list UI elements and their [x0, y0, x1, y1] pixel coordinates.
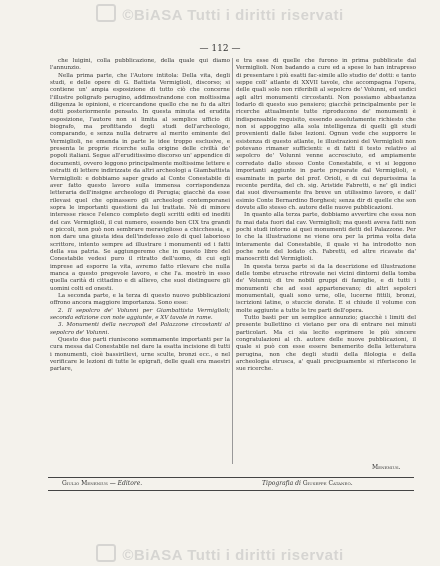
watermark-top — [0, 4, 440, 24]
right-column — [236, 58, 416, 464]
footer-editor: Giulio Menenius — Editore. — [62, 480, 143, 487]
page-number: — 112 — — [199, 44, 241, 54]
watermark-text: ©BiASA Tutti i diritti riservati — [122, 547, 344, 564]
paragraph: In quanto alla terza parte, dobbiamo avvertire che essa non fu mai data fuori dal cav. Vermiglioli; ma questi aveva fatti non pochi studi intorno ai quei monumenti detti del Palazzone. Per lo che la illustrazione ne viene ora per la prima volta data interamente dal Conestabile, il quale vi ha introdotto non poche note del lodato ch. Fabretti, ed altre ricavate da' manoscritti del Vermiglioli. — [236, 212, 416, 263]
paragraph: Tutto basti per un semplice annunzio; giacchè i limiti del presente bullettino ci vietano per ora di entrare nei minuti particolari. Ma ci sia lecito esprimere le più sincere congratulazioni al ch. autore delle nuove pubblicazioni, il quale si può con esse essere benemerito della letteratura perugina, non che degli studii della filologia e della archeologia etrusca, a' quali precipuamente si riferiscono le sue ricerche. — [236, 315, 416, 373]
biasa-logo-icon — [96, 544, 116, 562]
editor-name: Giulio Menenius — [62, 480, 108, 487]
paragraph: 2. Il sepolcro de' Volunni per Giambattista Vermiglioli; seconda edizione con note aggiunte, e XV tavole in rame. — [50, 307, 230, 322]
printer-label: Tipografia di — [262, 480, 301, 487]
paragraph: 3. Monumenti della necropoli del Palazzone circostanti al sepolcro de' Volunni. — [50, 322, 230, 336]
signature: Menenius. — [372, 464, 401, 471]
footer-rule-top — [48, 477, 414, 478]
biasa-logo-icon — [96, 4, 116, 22]
paragraph: In questa terza parte si da la descrizione ed illustrazione delle tombe etrusche ritrovate nei vicini dintorni della tomba de' Volunni; di tre nobili gruppi di famiglie, e di tutti i monumenti che ad essi appartenevano; di altri sepolcri monumentali, quali sono urne, olle, lucerne fittili, bronzi, iscrizioni latine, o stuccie dorate. E si chiude il volume con molte aggiunte a tutte le tre parti dell'opera. — [236, 263, 416, 314]
watermark-bottom — [0, 544, 440, 564]
paragraph: e tra esse di quelle che furono in prima pubblicate dal Vermiglioli. Non badando a cure ed a spese lo han intrapreso di presentare i più esatti fac-simile allo studio de' dotti: e tanto seppe coll' atlante di XXVII tavole, che accompagna l'opera, delle quali solo non riferibili al sepolcro de' Volunni, ed undici agli altri monumenti circostanti. Non possiamo abbastanza lodarlo di questo suo pensiero; giacchè principalmente per le ricerche attualmente tutte riproducono de' monumenti è indispensabile requisito, essendo assolutamente richiesto che non si appoggino alla sola intelligenza di quelli gli studi provenienti dalle false lezioni. Ognun vede che supporre le esistenza di questo atlante, le illustrazioni del Vermiglioli non potevano rimaner sufficienti: e di fatti il testo relativo al sepolcro de' Volunni venne accresciuto, ed ampiamente corredato dallo stesso Conte Conestabile, e vi si leggono importanti aggiunte in parte preparate dal Vermiglioli, e esaminate in parte del prof. Orioli, e di cui depurissima la recente perdita, del ch. sig. Aristide Fabretti, e ne' gli indici dai suoi diversamente fra breve un utilissimo lavoro, e dall' esimio Conte Bernardino Borghesi; senza dir di quelle che son dovute allo stesso ch. autore delle nuove pubblicazioni. — [236, 58, 416, 211]
column-divider — [232, 58, 233, 464]
paragraph: La seconda parte, e la terza di questo nuovo pubblicazioni offrono ancora maggiore importanza. Sono esse: — [50, 293, 230, 307]
left-column — [50, 58, 230, 464]
footer-rule-bottom — [48, 490, 414, 491]
watermark-text: ©BiASA Tutti i diritti riservati — [122, 7, 344, 24]
paragraph: Questo due parti riuniscono sommamente importanti per la cura messa dal Conestabile nel dare la esatta incisione di tutti i monumenti, cioè bassirilievi, urne sculte, bronzi ecc., e nel verificare le lezioni di tutte le epigrafi, delle quali era maestri parlare, — [50, 337, 230, 373]
footer-printer — [262, 480, 353, 487]
paragraph: Nella prima parte, che l'Autore intitola: Della vita, degli studi, e delle opere di G. Battista Vermiglioli, discorso; si contiene un' ampia esposizione di tutto ciò che concerne l'illustre poligrafo perugino, addimostrandone con moltissima diligenza le opinioni, e ricercandone quello che ne fu da altri dotti posteriormente pensato. In questa minuta ed erudita esposizione, l'autore non si limita al semplice ufficio di biografo, ma profittando degli studi dell'archeologo, comparando, e senza nulla detrarre al merito eminente del Vermiglioli, ne emenda in parte le idee troppo esclusive, e presenta le proprie ricerche sulla origine delle civiltà de' popoli italiani. Segue all'eruditissimo discorso un' appendice di documenti, ovvero leggono principalmente moltissime lettere e estratti di lettere indirizzate da altri archeologi a Giambattista Vermiglioli: e dobbiamo saper grado al Conte Conestabile di aver fatto questo lavoro sulla immensa corrispondenza letteraria dell'insigne archeologo di Perugia; giacchè da esse rilevasi quel che opinassero gli archeologi contemporanei sopra le importanti questioni da lui trattate. Nè di minore interesse riesce l'elenco completo degli scritti editi ed inediti del cav. Vermiglioli, il cui numero, essendo ben CIX tra grandi e piccoli, non può non sembrare meraviglioso a chicchessia, e non dare una giusta idea dell'indefesso zelo di quel laborioso scrittore, intento sempre ad illustrare i monumenti ed i fatti della sua patria. Se aggiungeremo che in questo libro del Conestabile vedesi puro il ritratto dell'uomo, di cui egli imprese ad esporre la vita, avremo fatto rilevare che nulla manca a questo pregevole lavoro, e che l'a. mostrò in esso quella carità di cittadino e di allievo, che suol distinguere gli uomini colti ed onesti. — [50, 72, 230, 292]
paragraph: che luigini, colla pubblicazione, della quale qui diamo l'annunzio. — [50, 58, 230, 72]
editor-role: Editore. — [117, 480, 143, 487]
printer-name: Giuseppe Cataneo. — [302, 480, 353, 487]
